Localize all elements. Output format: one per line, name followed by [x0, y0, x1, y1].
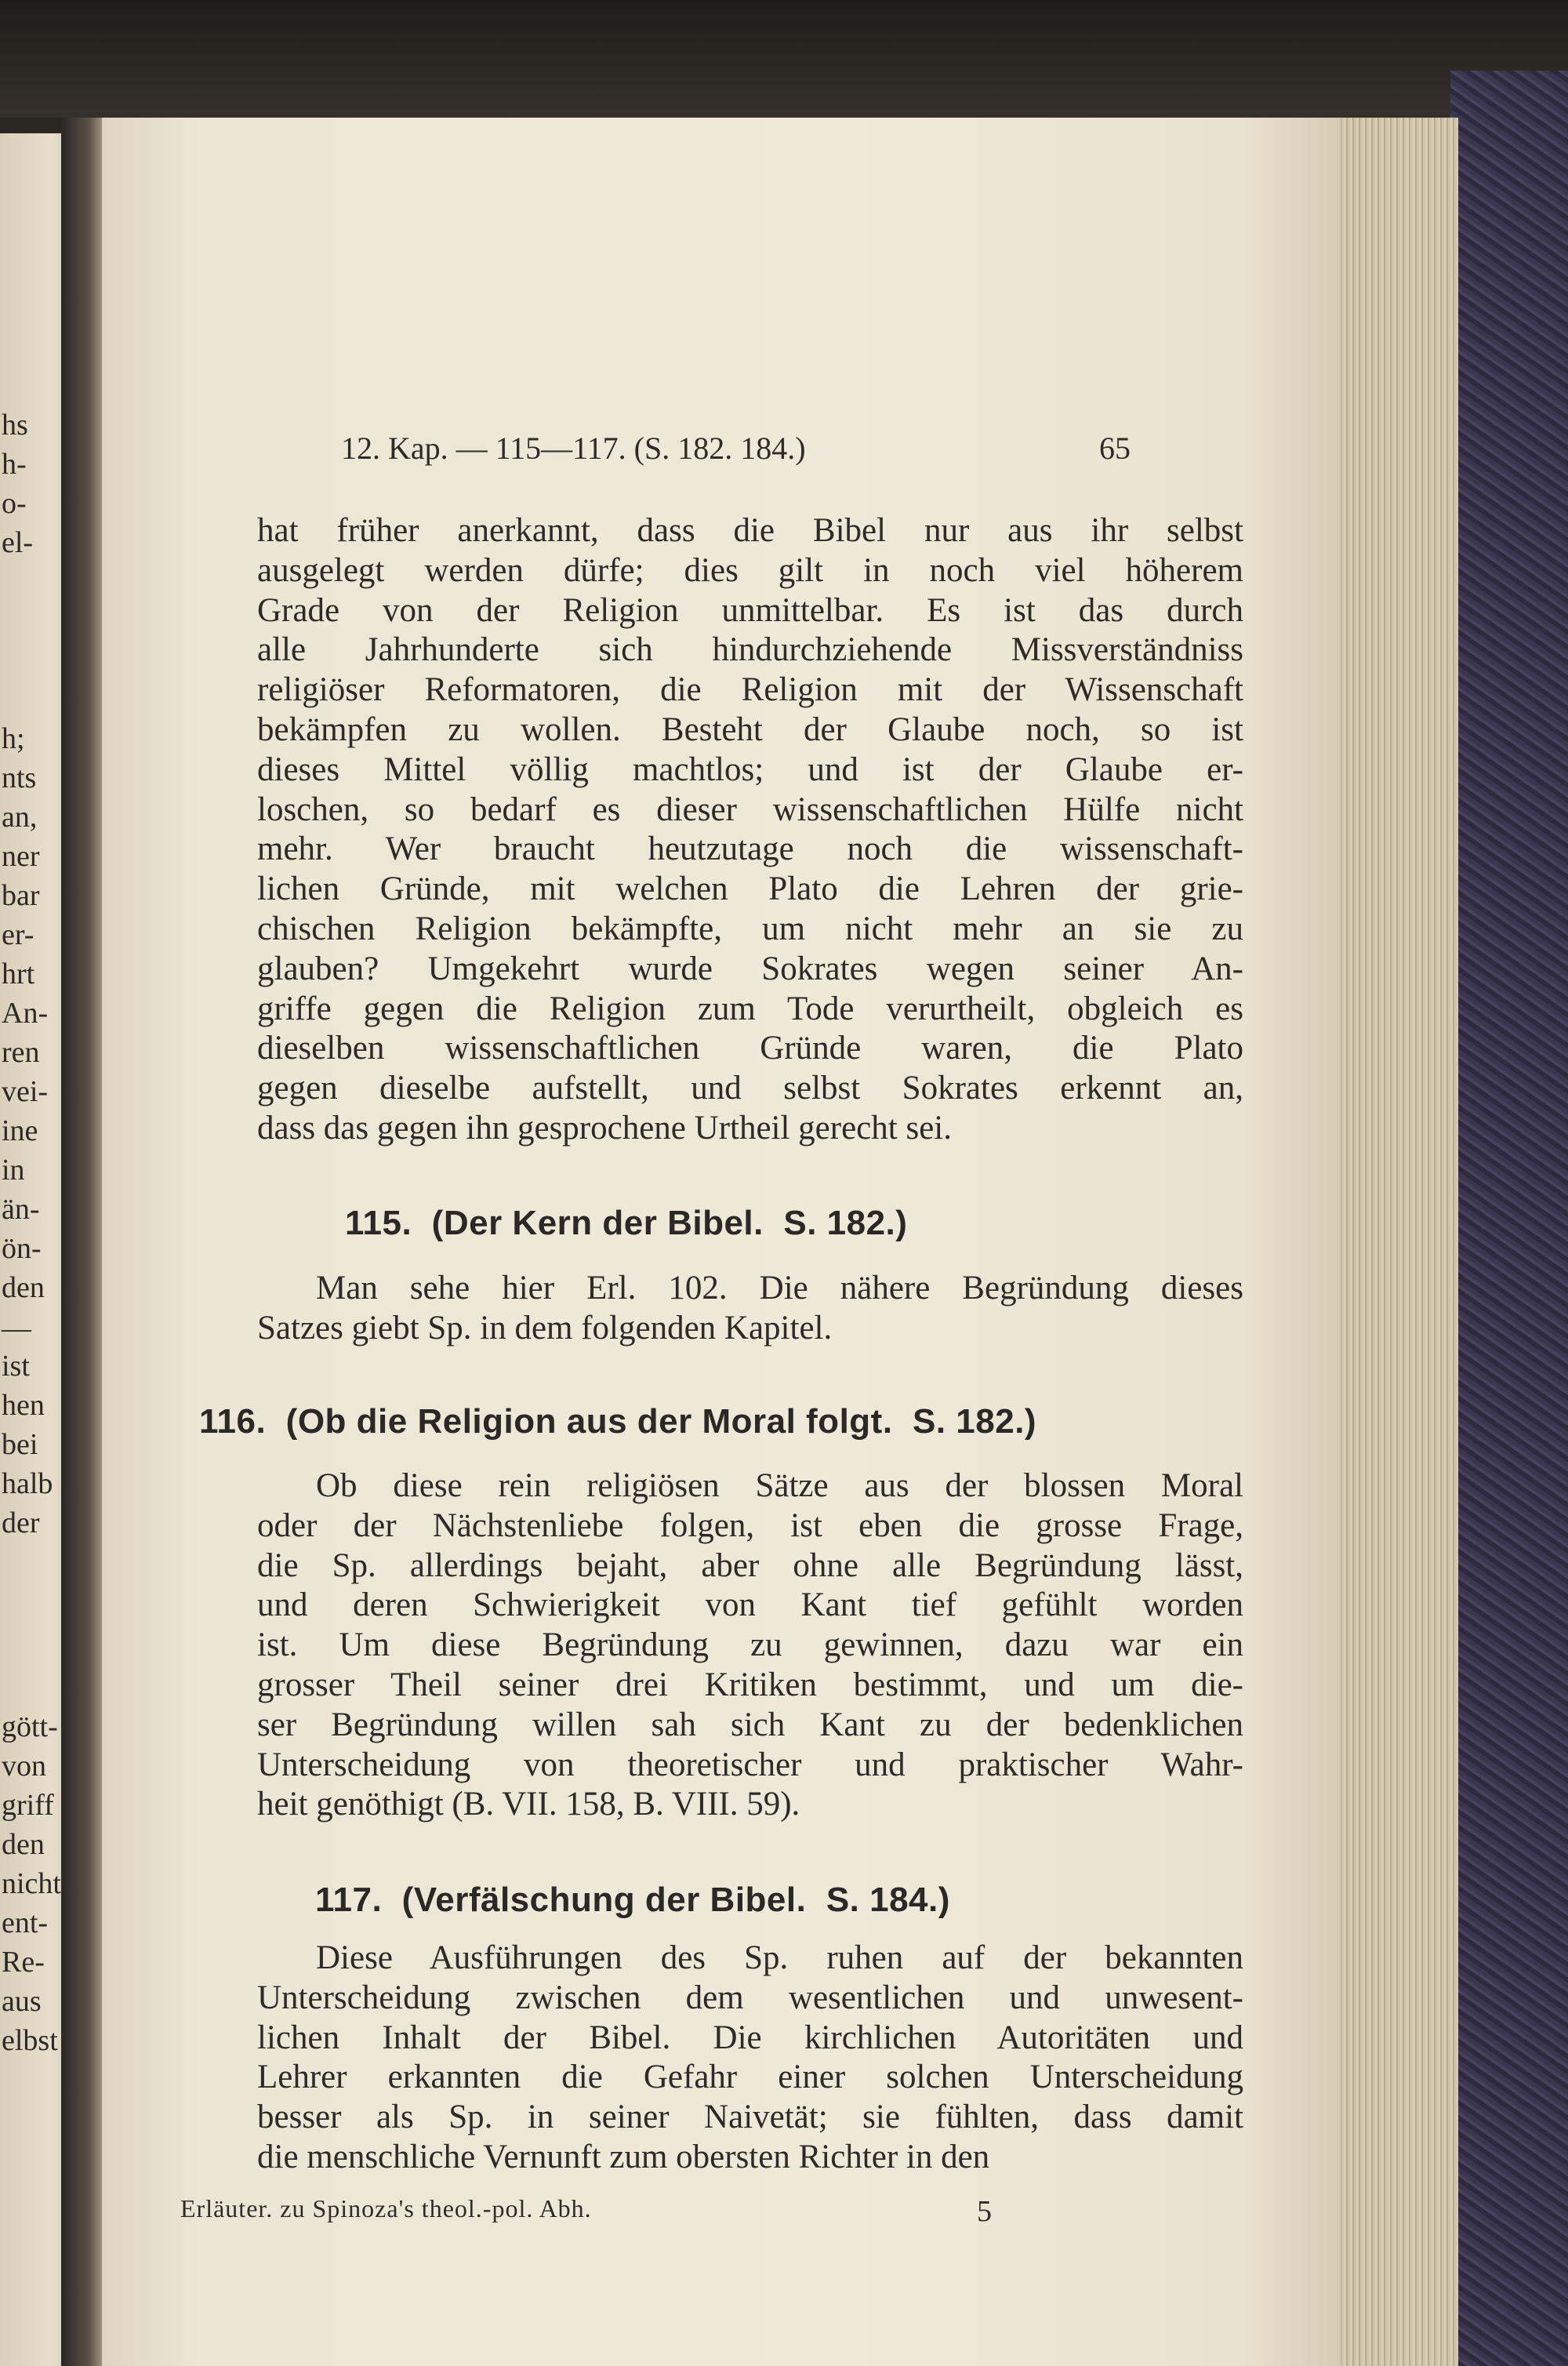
text-line: und deren Schwierigkeit von Kant tief gefühlt worden — [257, 1586, 1243, 1624]
text-line: chischen Religion bekämpfte, um nicht mehr an sie zu — [257, 910, 1243, 947]
margin-fragment: än- — [2, 1193, 40, 1226]
footer-signature: Erläuter. zu Spinoza's theol.-pol. Abh. — [180, 2194, 592, 2222]
margin-fragment: nicht — [2, 1867, 61, 1900]
margin-fragment: den — [2, 1828, 45, 1861]
section-ref: S. 182.) — [913, 1402, 1037, 1441]
text-line: alle Jahrhunderte sich hindurchziehende Missverständniss — [257, 631, 1243, 669]
margin-fragment: der — [2, 1506, 40, 1539]
margin-fragment: halb — [2, 1467, 53, 1500]
text-line: bekämpfen zu wollen. Besteht der Glaube noch, so ist — [257, 711, 1243, 748]
margin-fragment: — — [2, 1312, 31, 1345]
text-line: Lehrer erkannten die Gefahr einer solchen Unterscheidung — [257, 2059, 1243, 2096]
margin-fragment: ön- — [2, 1232, 42, 1265]
margin-fragment: gött- — [2, 1710, 58, 1743]
section-ref: S. 182.) — [783, 1204, 908, 1242]
margin-fragment: bei — [2, 1428, 38, 1461]
section-heading-115 — [345, 1204, 907, 1243]
text-line: hat früher anerkannt, dass die Bibel nur aus ihr selbst — [257, 512, 1243, 549]
book-page — [102, 118, 1341, 2366]
section-ref: S. 184.) — [826, 1881, 950, 1919]
paragraph-116 — [257, 1466, 1243, 1825]
margin-fragment: bar — [2, 879, 40, 912]
margin-fragment: ner — [2, 840, 40, 873]
running-head: 12. Kap. — 115—117. (S. 182. 184.) — [341, 431, 806, 466]
paragraph-115 — [257, 1269, 1243, 1349]
page-edges — [1325, 118, 1458, 2366]
text-line: Diese Ausführungen des Sp. ruhen auf der bekannten — [316, 1939, 1243, 1976]
margin-fragment: griff — [2, 1789, 54, 1822]
text-line: loschen, so bedarf es dieser wissenschaftlichen Hülfe nicht — [257, 790, 1243, 828]
section-number: 116. — [199, 1402, 267, 1441]
section-number: 117. — [315, 1881, 383, 1919]
paragraph-intro — [257, 511, 1243, 1149]
margin-fragment: h- — [2, 448, 27, 481]
book-cover-right — [1450, 71, 1568, 2366]
text-line: ser Begründung willen sah sich Kant zu der bedenklichen — [257, 1706, 1243, 1743]
text-line: Man sehe hier Erl. 102. Die nähere Begründung dieses — [316, 1270, 1243, 1307]
margin-fragment: hs — [2, 409, 28, 442]
text-line: grosser Theil seiner drei Kritiken bestimmt, und um die- — [257, 1666, 1243, 1703]
section-title: (Verfälschung der Bibel. — [401, 1881, 807, 1919]
margin-fragment: aus — [2, 1985, 42, 2018]
text-line: dieselben wissenschaftlichen Gründe waren, die Plato — [257, 1030, 1243, 1067]
margin-fragment: vei- — [2, 1075, 49, 1108]
margin-fragment: ist — [2, 1350, 30, 1383]
section-heading-116 — [199, 1402, 1036, 1441]
margin-fragment: von — [2, 1750, 46, 1783]
text-line: die menschliche Vernunft zum obersten Richter in den — [257, 2138, 990, 2175]
text-line: Satzes giebt Sp. in dem folgenden Kapitel. — [257, 1309, 833, 1347]
footer-sheet-number: 5 — [977, 2195, 993, 2228]
margin-fragment: el- — [2, 526, 34, 559]
margin-fragment: nts — [2, 761, 37, 794]
margin-fragment: o- — [2, 487, 27, 520]
text-line: griffe gegen die Religion zum Tode verurtheilt, obgleich es — [257, 990, 1243, 1027]
text-line: lichen Inhalt der Bibel. Die kirchlichen Autoritäten und — [257, 2019, 1243, 2056]
book-gutter — [61, 118, 108, 2366]
page-number: 65 — [1099, 431, 1131, 466]
text-line: dieses Mittel völlig machtlos; und ist der Glaube er- — [257, 751, 1243, 788]
section-number: 115. — [345, 1204, 412, 1242]
section-heading-117 — [315, 1881, 950, 1920]
text-line: die Sp. allerdings bejaht, aber ohne alle Begründung lässt, — [257, 1546, 1243, 1584]
margin-fragment: An- — [2, 997, 49, 1030]
section-title: (Der Kern der Bibel. — [431, 1204, 764, 1242]
text-line: lichen Gründe, mit welchen Plato die Lehren der grie- — [257, 870, 1243, 908]
paragraph-117 — [257, 1939, 1243, 2178]
margin-fragment: ine — [2, 1114, 38, 1147]
margin-fragment: elbst — [2, 2024, 58, 2057]
margin-fragment: in — [2, 1154, 25, 1187]
book-cover-top — [0, 0, 1568, 118]
margin-fragment: hrt — [2, 958, 35, 990]
section-title: (Ob die Religion aus der Moral folgt. — [285, 1402, 893, 1441]
text-line: besser als Sp. in seiner Naivetät; sie fühlten, dass damit — [257, 2099, 1243, 2136]
margin-fragment: Re- — [2, 1946, 45, 1979]
text-line: religiöser Reformatoren, die Religion mit der Wissenschaft — [257, 671, 1243, 709]
text-line: Ob diese rein religiösen Sätze aus der blossen Moral — [316, 1467, 1243, 1504]
text-line: glauben? Umgekehrt wurde Sokrates wegen seiner An- — [257, 950, 1243, 987]
text-line: heit genöthigt (B. VII. 158, B. VIII. 59). — [257, 1786, 800, 1823]
text-line: mehr. Wer braucht heutzutage noch die wissenschaft- — [257, 830, 1243, 868]
text-line: Unterscheidung zwischen dem wesentlichen und unwesent- — [257, 1979, 1243, 2016]
text-line: ist. Um diese Begründung zu gewinnen, dazu war ein — [257, 1626, 1243, 1664]
margin-fragment: an, — [2, 801, 38, 834]
margin-fragment: den — [2, 1271, 45, 1304]
margin-fragment: ent- — [2, 1906, 49, 1939]
margin-fragment: hen — [2, 1389, 45, 1422]
margin-fragment: ren — [2, 1036, 40, 1069]
margin-fragment: er- — [2, 918, 34, 951]
text-line: oder der Nächstenliebe folgen, ist eben die grosse Frage, — [257, 1506, 1243, 1544]
text-line: Unterscheidung von theoretischer und praktischer Wahr- — [257, 1746, 1243, 1783]
margin-fragment: h; — [2, 722, 25, 755]
text-line: ausgelegt werden dürfe; dies gilt in noch viel höherem — [257, 551, 1243, 589]
text-line: gegen dieselbe aufstellt, und selbst Sokrates erkennt an, — [257, 1070, 1243, 1107]
text-line: dass das gegen ihn gesprochene Urtheil gerecht sei. — [257, 1109, 952, 1147]
text-line: Grade von der Religion unmittelbar. Es ist das durch — [257, 591, 1243, 629]
